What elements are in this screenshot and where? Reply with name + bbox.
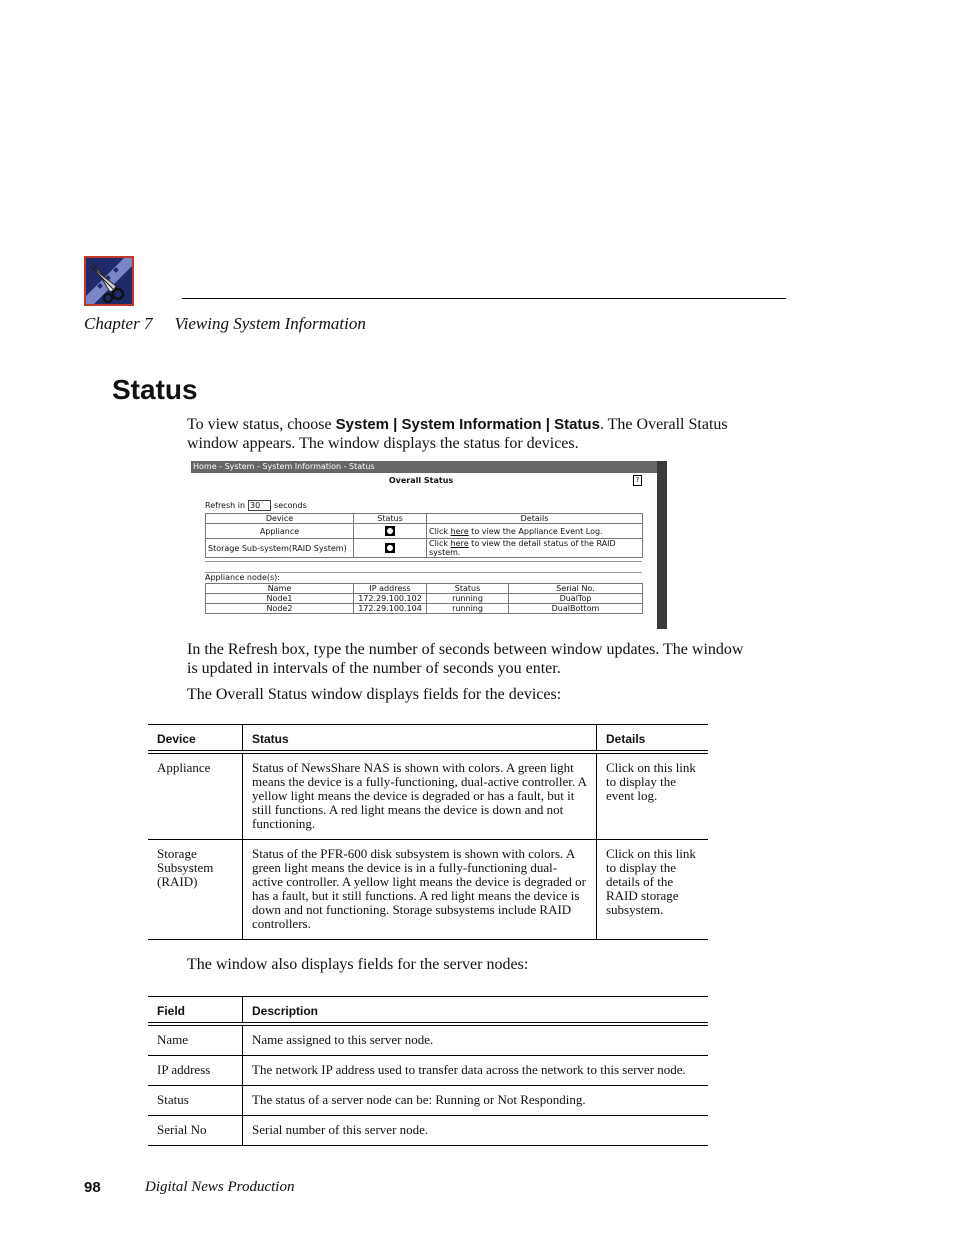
screenshot-divider: [205, 561, 642, 562]
screenshot-title: Overall Status: [388, 476, 454, 485]
field-cell: Serial No: [148, 1116, 243, 1146]
description-cell: Name assigned to this server node.: [243, 1024, 709, 1056]
status-cell: Status of the PFR-600 disk subsystem is shown with colors. A green light means the device is in a fully-functioning dual-active controller. A yellow light means the device is degraded or has a fault, but it still functions. A red light means the device is down and not functioning. Storage subsystems include RAID controllers.: [243, 840, 597, 940]
intro-menu-path: System | System Information | Status: [335, 416, 600, 433]
intro-paragraph: [187, 415, 747, 453]
nodes-table: [148, 996, 708, 1146]
device-status-table: [205, 513, 643, 558]
description-cell: The network IP address used to transfer data across the network to this server node.: [243, 1056, 709, 1086]
device-cell: Storage Subsystem (RAID): [148, 840, 243, 940]
table-row: [148, 1116, 708, 1146]
node-name: Node2: [206, 604, 354, 614]
table-header-row: [148, 997, 708, 1025]
table-row: [206, 539, 643, 558]
status-cell: [354, 524, 427, 539]
overall-status-screenshot: [191, 461, 667, 629]
nodes-status-table: [205, 583, 643, 614]
refresh-row: [205, 500, 307, 511]
book-title: Digital News Production: [145, 1179, 295, 1195]
column-header: Serial No.: [509, 584, 643, 594]
intro-suffix: . The Overall Status window appears. The window displays the status for devices.: [187, 416, 728, 452]
node-status: running: [427, 594, 509, 604]
screenshot-breadcrumb: Home - System - System Information - Status: [191, 461, 659, 473]
device-name: Storage Sub-system(RAID System): [206, 539, 354, 558]
field-cell: IP address: [148, 1056, 243, 1086]
detail-text: to view the detail status of the RAID system.: [429, 539, 616, 557]
node-status: running: [427, 604, 509, 614]
details-cell: [427, 539, 643, 558]
table-row: [206, 584, 643, 594]
details-cell: Click on this link to display the details of the RAID storage subsystem.: [597, 840, 709, 940]
node-serial: DualTop: [509, 594, 643, 604]
table-row: [148, 1024, 708, 1056]
node-ip: 172.29.100.104: [354, 604, 427, 614]
film-scissors-logo-icon: [84, 256, 134, 306]
refresh-input[interactable]: 30: [248, 500, 271, 511]
status-cell: [354, 539, 427, 558]
page-number: 98: [84, 1179, 101, 1196]
node-serial: DualBottom: [509, 604, 643, 614]
detail-text: Click: [429, 526, 451, 536]
table-row: [148, 1086, 708, 1116]
raid-status-link[interactable]: here: [450, 539, 469, 548]
device-cell: Appliance: [157, 760, 211, 775]
table-row: [206, 514, 643, 524]
status-cell: Status of NewsShare NAS is shown with colors. A green light means the device is a fully-functioning, dual-active controller. A yellow light means the device is degraded or has a fault, but it still functions. A red light means the device is down and not functioning.: [243, 752, 597, 840]
nodes-label: Appliance node(s):: [205, 573, 280, 582]
table-row: [148, 752, 708, 840]
table-row: [206, 604, 643, 614]
chapter-label: Chapter 7: [84, 314, 153, 333]
column-header: Name: [206, 584, 354, 594]
section-heading: Status: [112, 374, 198, 405]
column-header: Field: [148, 997, 243, 1025]
column-header: Status: [243, 725, 597, 753]
column-header: IP address: [354, 584, 427, 594]
refresh-label: Refresh in: [205, 501, 246, 510]
table-row: [148, 840, 708, 940]
screenshot-scrollbar: [657, 461, 667, 629]
detail-text: Click: [429, 539, 451, 548]
devices-intro: The Overall Status window displays fields for the devices:: [187, 686, 562, 703]
refresh-unit: seconds: [274, 501, 307, 510]
nodes-intro: The window also displays fields for the server nodes:: [187, 956, 529, 973]
chapter-header: [84, 314, 366, 334]
devices-table: [148, 724, 708, 940]
column-header: Device: [206, 514, 354, 524]
header-rule: [182, 298, 786, 299]
node-ip: 172.29.100.102: [354, 594, 427, 604]
refresh-paragraph: In the Refresh box, type the number of seconds between window updates. The window is updated in intervals of the number of seconds you enter.: [187, 641, 744, 677]
event-log-link[interactable]: here: [450, 526, 469, 536]
help-icon[interactable]: ?: [633, 475, 642, 486]
device-name: Appliance: [206, 524, 354, 539]
table-header-row: [148, 725, 708, 753]
table-row: [148, 1056, 708, 1086]
status-light-icon: [385, 543, 395, 553]
description-cell: Serial number of this server node.: [243, 1116, 709, 1146]
column-header: Device: [148, 725, 243, 753]
column-header: Details: [597, 725, 709, 753]
column-header: Status: [427, 584, 509, 594]
column-header: Description: [243, 997, 709, 1025]
field-cell: Status: [148, 1086, 243, 1116]
table-row: [206, 524, 643, 539]
table-row: [206, 594, 643, 604]
field-cell: Name: [157, 1032, 189, 1047]
status-light-icon: [385, 526, 395, 536]
screenshot-content: [191, 461, 657, 629]
details-cell: [427, 524, 643, 539]
detail-text: to view the Appliance Event Log.: [468, 526, 603, 536]
details-cell: Click on this link to display the event log.: [597, 752, 709, 840]
chapter-title: Viewing System Information: [174, 314, 366, 333]
intro-prefix: To view status, choose: [187, 416, 336, 433]
column-header: Status: [354, 514, 427, 524]
column-header: Details: [427, 514, 643, 524]
node-name: Node1: [206, 594, 354, 604]
description-cell: The status of a server node can be: Running or Not Responding.: [243, 1086, 709, 1116]
